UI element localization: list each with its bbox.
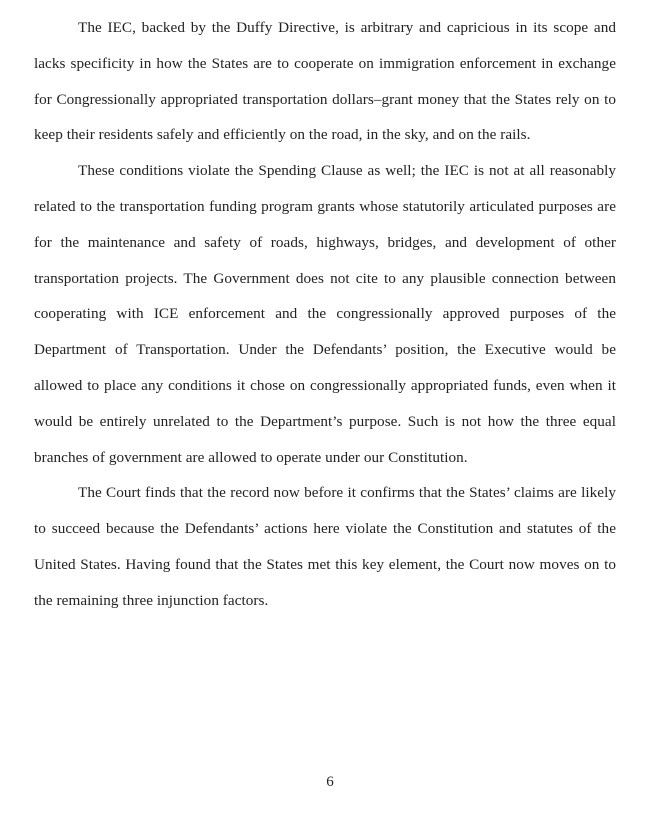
paragraph-iec-arbitrary: The IEC, backed by the Duffy Directive, is arbitrary and capricious in its scope and lacks specificity in how the States are to cooperate on immigration enforcement in exchange for Congressionally appropriated transportation dollars–grant money that the States rely on to keep their residents safely and efficiently on the road, in the sky, and on the rails. bbox=[34, 19, 616, 144]
paragraph-spending-clause: These conditions violate the Spending Clause as well; the IEC is not at all reasonably related to the transportation funding program grants whose statutorily articulated purposes are for the maintenance and safety of roads, highways, bridges, and development of other transportation projects. The Government does not cite to any plausible connection between cooperating with ICE enforcement and the congressionally approved purposes of the Department of Transportation. Under the Defendants’ position, the Executive would be allowed to place any conditions it chose on congressionally appropriated funds, even when it would be entirely unrelated to the Department’s purpose. Such is not how the three equal branches of government are allowed to operate under our Constitution. bbox=[34, 162, 616, 466]
document-body bbox=[34, 10, 616, 619]
page-number: 6 bbox=[326, 774, 334, 790]
paragraph-court-finds: The Court finds that the record now before it confirms that the States’ claims are likely to succeed because the Defendants’ actions here violate the Constitution and statutes of the United States. Having found that the States met this key element, the Court now moves on to the remaining three injunction factors. bbox=[34, 484, 616, 609]
